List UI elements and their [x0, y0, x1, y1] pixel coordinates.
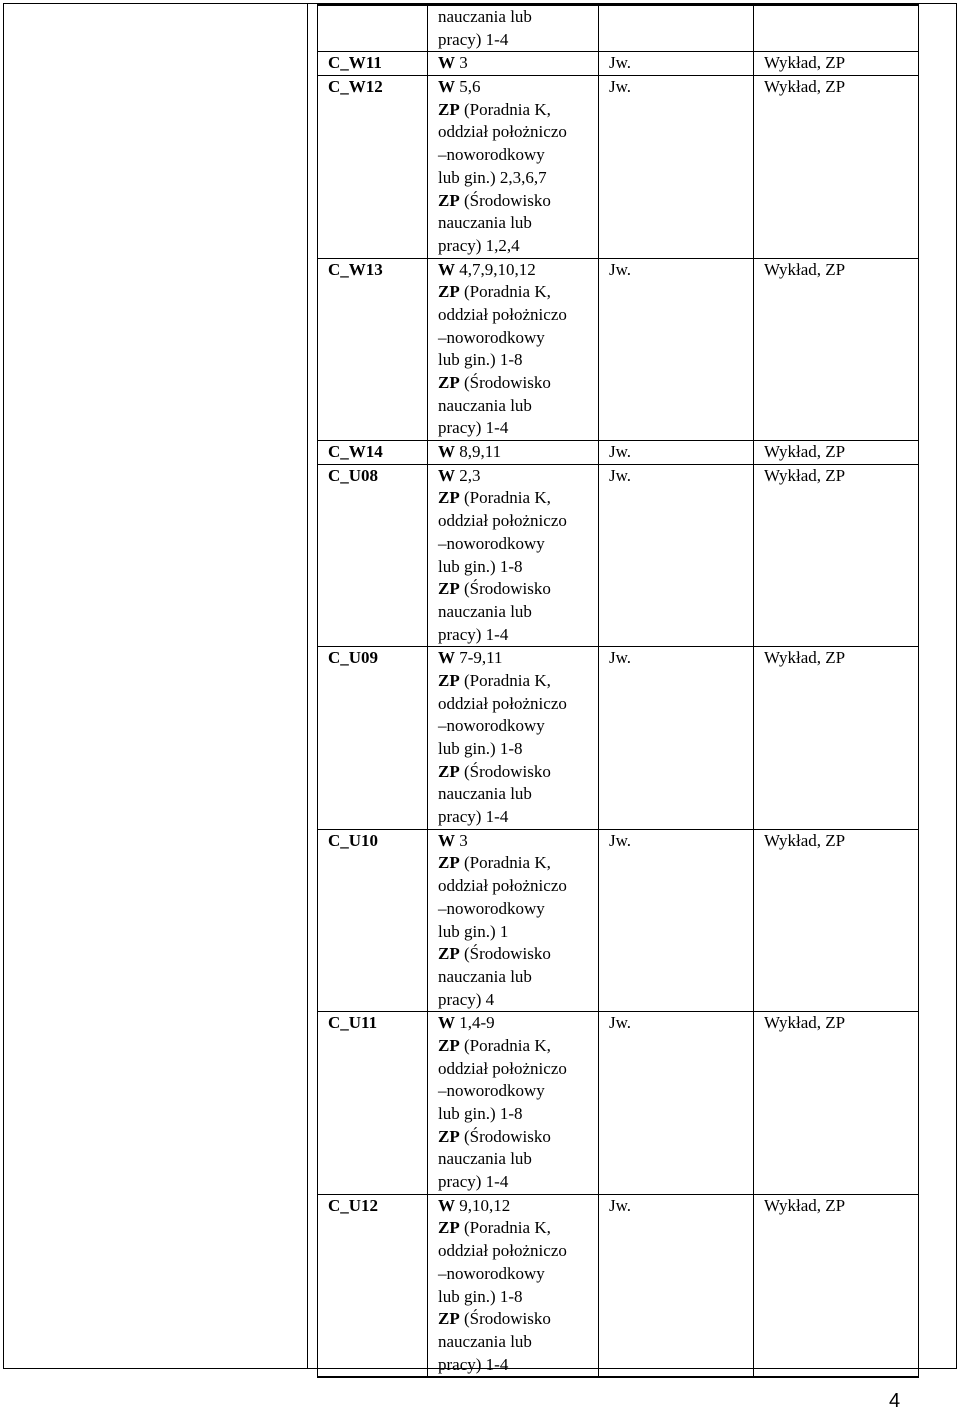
content-line-text: (Środowisko: [459, 761, 551, 781]
content-line: [438, 943, 598, 966]
content-line-text: (Środowisko: [459, 373, 551, 393]
content-line-label: ZP: [438, 1035, 460, 1055]
content-line: [438, 533, 598, 556]
content-line-text: lub gin.) 1-8: [438, 1104, 523, 1124]
content-line-text: pracy) 1-4: [438, 29, 509, 49]
content-line-text: lub gin.) 1-8: [438, 739, 523, 759]
content-line-text: (Środowisko: [459, 579, 551, 599]
content-line: [438, 6, 598, 29]
content-line: [438, 29, 598, 52]
content-line-text: lub gin.) 2,3,6,7: [438, 167, 547, 187]
content-line-label: ZP: [438, 1218, 460, 1238]
content-line: [438, 761, 598, 784]
content-line-text: lub gin.) 1-8: [438, 556, 523, 576]
method-cell: Jw.: [599, 464, 754, 647]
content-line: [438, 738, 598, 761]
content-line-label: W: [438, 1013, 455, 1033]
content-line-text: (Środowisko: [459, 1126, 551, 1146]
content-line-text: oddział położniczo: [438, 511, 567, 531]
content-line: [438, 693, 598, 716]
content-line: [438, 349, 598, 372]
content-line-text: 2,3: [455, 465, 481, 485]
content-cell: [428, 441, 599, 465]
content-line: [438, 783, 598, 806]
table-row: [318, 464, 919, 647]
content-cell: [428, 258, 599, 441]
outcome-code-cell: C_W12: [318, 76, 428, 259]
content-line-text: –noworodkowy: [438, 898, 545, 918]
content-cell: [428, 829, 599, 1012]
content-line-text: oddział położniczo: [438, 1241, 567, 1261]
content-cell: [428, 76, 599, 259]
content-line-text: nauczania lub: [438, 966, 532, 986]
content-line-text: nauczania lub: [438, 213, 532, 233]
content-line-label: ZP: [438, 99, 460, 119]
table-row: [318, 829, 919, 1012]
form-cell: [754, 5, 919, 52]
content-cell: [428, 464, 599, 647]
content-line: [438, 1354, 598, 1377]
content-line: [438, 76, 598, 99]
table-row: [318, 1194, 919, 1377]
outcome-code-cell: C_U10: [318, 829, 428, 1012]
content-line: [438, 121, 598, 144]
content-line: [438, 487, 598, 510]
content-line: [438, 647, 598, 670]
outcome-code-cell: C_W14: [318, 441, 428, 465]
content-line-text: nauczania lub: [438, 395, 532, 415]
table-row: [318, 1012, 919, 1195]
method-cell: Jw.: [599, 52, 754, 76]
content-line-text: –noworodkowy: [438, 533, 545, 553]
content-line-text: (Poradnia K,: [459, 1035, 551, 1055]
table-row: [318, 647, 919, 830]
content-line-text: 3: [455, 830, 468, 850]
content-line-text: –noworodkowy: [438, 716, 545, 736]
content-line-label: W: [438, 465, 455, 485]
content-line: [438, 417, 598, 440]
content-line: [438, 1058, 598, 1081]
content-cell: [428, 1194, 599, 1377]
method-cell: Jw.: [599, 76, 754, 259]
content-line-text: (Poradnia K,: [459, 1218, 551, 1238]
content-line: [438, 1263, 598, 1286]
content-line: [438, 327, 598, 350]
content-line-text: 1,4-9: [455, 1013, 495, 1033]
content-line: [438, 167, 598, 190]
content-line-label: ZP: [438, 282, 460, 302]
content-line-text: pracy) 1,2,4: [438, 235, 520, 255]
form-cell: Wykład, ZP: [754, 829, 919, 1012]
content-line-label: W: [438, 1195, 455, 1215]
content-line-text: lub gin.) 1: [438, 921, 509, 941]
content-line: [438, 852, 598, 875]
content-line: [438, 1240, 598, 1263]
content-line-text: pracy) 1-4: [438, 418, 509, 438]
content-line-label: ZP: [438, 579, 460, 599]
content-line: [438, 304, 598, 327]
outcome-code-cell: C_U08: [318, 464, 428, 647]
outcome-code-cell: C_U11: [318, 1012, 428, 1195]
content-line-label: W: [438, 442, 455, 462]
content-line-text: lub gin.) 1-8: [438, 350, 523, 370]
content-line-text: (Poradnia K,: [459, 99, 551, 119]
content-line-text: pracy) 1-4: [438, 1172, 509, 1192]
content-line-text: 3: [455, 53, 468, 73]
method-cell: Jw.: [599, 647, 754, 830]
form-cell: Wykład, ZP: [754, 464, 919, 647]
form-cell: Wykład, ZP: [754, 258, 919, 441]
content-line: [438, 1035, 598, 1058]
page-number: 4: [889, 1390, 901, 1412]
content-line: [438, 715, 598, 738]
table-row: [318, 441, 919, 465]
content-line: [438, 372, 598, 395]
content-line-label: ZP: [438, 853, 460, 873]
content-line: [438, 556, 598, 579]
content-line: [438, 1195, 598, 1218]
content-line-label: ZP: [438, 670, 460, 690]
content-line: [438, 578, 598, 601]
content-line: [438, 190, 598, 213]
content-line-text: 5,6: [455, 77, 481, 97]
content-line: [438, 259, 598, 282]
content-line: [438, 212, 598, 235]
content-line-label: W: [438, 77, 455, 97]
content-line-label: W: [438, 830, 455, 850]
method-cell: Jw.: [599, 258, 754, 441]
content-line-text: pracy) 1-4: [438, 624, 509, 644]
table-row: [318, 258, 919, 441]
content-line: [438, 898, 598, 921]
content-line-text: nauczania lub: [438, 1331, 532, 1351]
content-line-text: oddział położniczo: [438, 122, 567, 142]
content-line-text: pracy) 1-4: [438, 1354, 509, 1374]
content-line: [438, 99, 598, 122]
form-cell: Wykład, ZP: [754, 441, 919, 465]
content-line-text: (Poradnia K,: [459, 488, 551, 508]
content-line: [438, 1148, 598, 1171]
content-line-text: nauczania lub: [438, 601, 532, 621]
content-line-text: (Poradnia K,: [459, 670, 551, 690]
method-cell: Jw.: [599, 829, 754, 1012]
method-cell: [599, 5, 754, 52]
content-line-text: (Środowisko: [459, 190, 551, 210]
table-row: [318, 76, 919, 259]
content-line: [438, 966, 598, 989]
content-line-text: nauczania lub: [438, 784, 532, 804]
content-line: [438, 281, 598, 304]
form-cell: Wykład, ZP: [754, 1012, 919, 1195]
table-row: [318, 52, 919, 76]
form-cell: Wykład, ZP: [754, 76, 919, 259]
content-line: [438, 441, 598, 464]
content-line-text: lub gin.) 1-8: [438, 1286, 523, 1306]
table-body: [318, 5, 919, 1377]
content-line-text: –noworodkowy: [438, 145, 545, 165]
content-cell: [428, 52, 599, 76]
content-line-text: 9,10,12: [455, 1195, 511, 1215]
content-line: [438, 1012, 598, 1035]
content-line-text: pracy) 1-4: [438, 807, 509, 827]
content-line-text: –noworodkowy: [438, 327, 545, 347]
content-cell: [428, 1012, 599, 1195]
table-row: [318, 5, 919, 52]
content-line-label: W: [438, 648, 455, 668]
content-line: [438, 989, 598, 1012]
content-line-label: ZP: [438, 488, 460, 508]
content-line: [438, 395, 598, 418]
content-line-label: ZP: [438, 373, 460, 393]
content-line: [438, 1171, 598, 1194]
content-line: [438, 465, 598, 488]
content-line: [438, 601, 598, 624]
content-line-label: ZP: [438, 190, 460, 210]
content-line-text: –noworodkowy: [438, 1081, 545, 1101]
content-line: [438, 1308, 598, 1331]
method-cell: Jw.: [599, 1194, 754, 1377]
content-line: [438, 875, 598, 898]
content-line-text: oddział położniczo: [438, 1058, 567, 1078]
content-line-text: pracy) 4: [438, 989, 495, 1009]
content-line-label: ZP: [438, 1126, 460, 1146]
content-cell: [428, 647, 599, 830]
content-line-text: oddział położniczo: [438, 876, 567, 896]
content-line-label: W: [438, 53, 455, 73]
frame-divider-left: [307, 3, 308, 1369]
method-cell: Jw.: [599, 441, 754, 465]
form-cell: Wykład, ZP: [754, 647, 919, 830]
method-cell: Jw.: [599, 1012, 754, 1195]
outcome-code-cell: C_U12: [318, 1194, 428, 1377]
outcome-code-cell: C_U09: [318, 647, 428, 830]
form-cell: Wykład, ZP: [754, 1194, 919, 1377]
content-line: [438, 670, 598, 693]
content-line-text: 4,7,9,10,12: [455, 259, 536, 279]
content-line: [438, 830, 598, 853]
form-cell: Wykład, ZP: [754, 52, 919, 76]
content-line: [438, 1126, 598, 1149]
outcome-code-cell: [318, 5, 428, 52]
content-line-text: oddział położniczo: [438, 693, 567, 713]
content-line-label: ZP: [438, 761, 460, 781]
content-line: [438, 1331, 598, 1354]
content-cell: [428, 5, 599, 52]
content-line: [438, 624, 598, 647]
content-line-text: (Poradnia K,: [459, 282, 551, 302]
content-line: [438, 144, 598, 167]
content-line: [438, 1217, 598, 1240]
content-line: [438, 1103, 598, 1126]
content-line: [438, 510, 598, 533]
content-line: [438, 235, 598, 258]
content-line: [438, 1286, 598, 1309]
content-line-text: (Poradnia K,: [459, 853, 551, 873]
content-line-label: ZP: [438, 1309, 460, 1329]
content-line: [438, 921, 598, 944]
learning-outcomes-table: [317, 4, 919, 1378]
content-line-text: –noworodkowy: [438, 1263, 545, 1283]
content-line-text: (Środowisko: [459, 1309, 551, 1329]
content-line-text: oddział położniczo: [438, 304, 567, 324]
content-line-text: 8,9,11: [455, 442, 502, 462]
content-line-text: nauczania lub: [438, 1149, 532, 1169]
content-line-label: W: [438, 259, 455, 279]
content-line: [438, 52, 598, 75]
content-line-text: (Środowisko: [459, 944, 551, 964]
content-line: [438, 806, 598, 829]
content-line: [438, 1080, 598, 1103]
content-line-text: 7-9,11: [455, 648, 503, 668]
content-line-text: nauczania lub: [438, 7, 532, 26]
outcome-code-cell: C_W13: [318, 258, 428, 441]
content-line-label: ZP: [438, 944, 460, 964]
outcome-code-cell: C_W11: [318, 52, 428, 76]
